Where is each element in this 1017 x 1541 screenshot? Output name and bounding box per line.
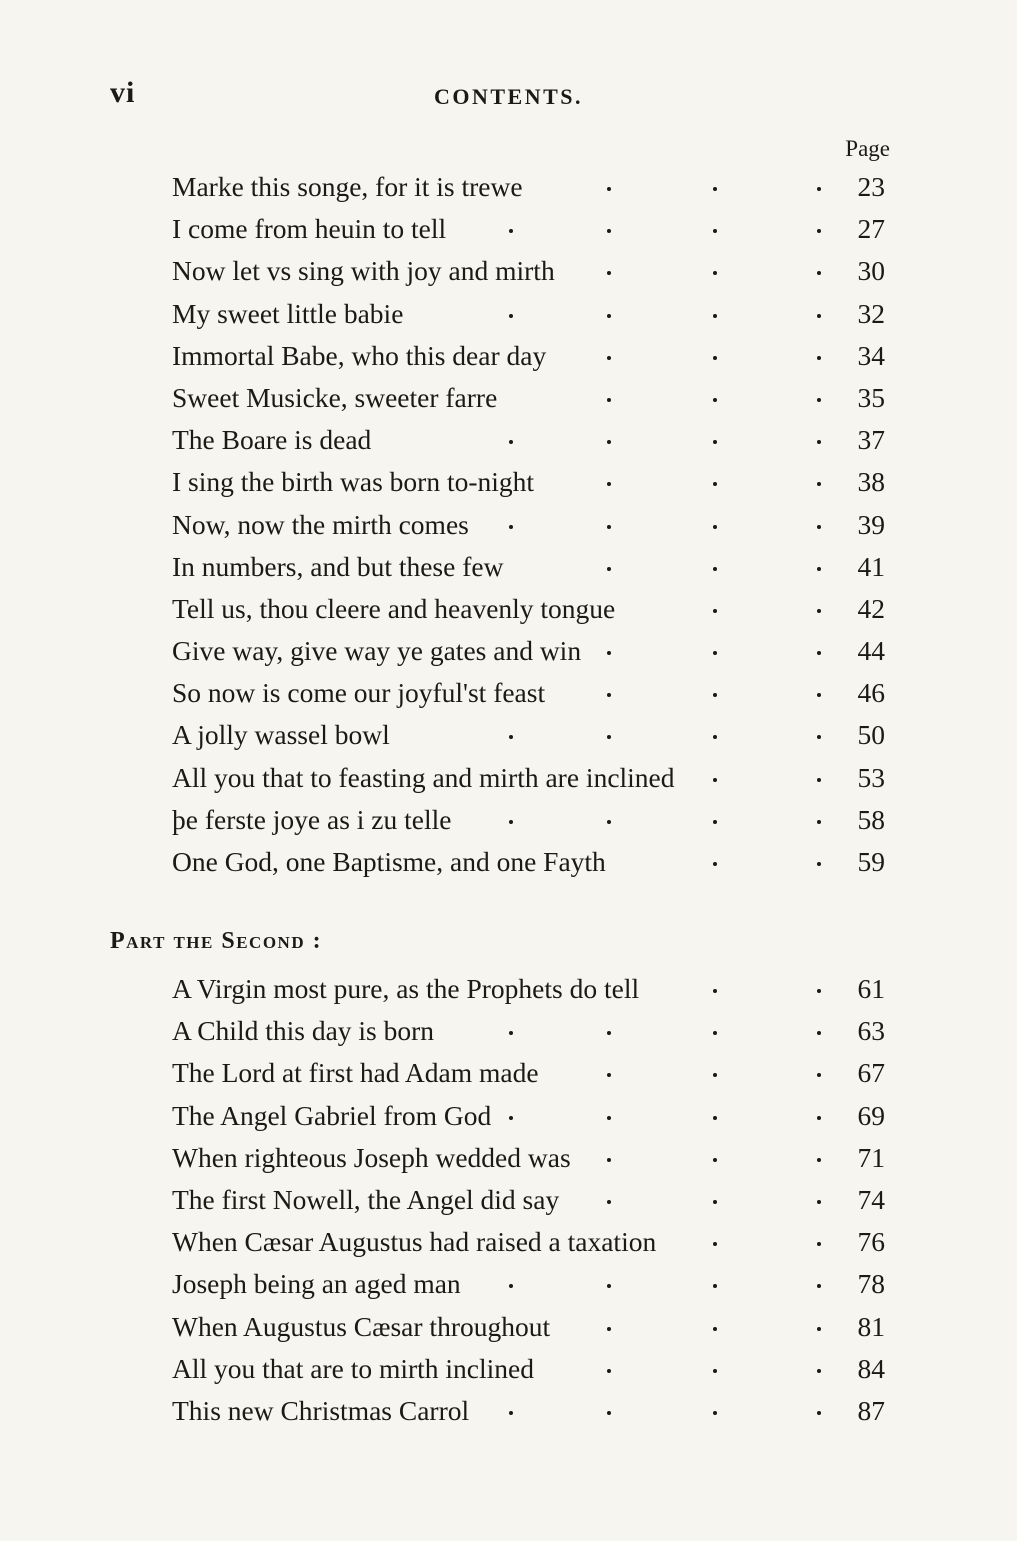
toc-entry-page-number: 71 — [857, 1141, 885, 1173]
leader-dot — [817, 651, 821, 655]
leader-dot — [817, 1073, 821, 1077]
leader-dot — [713, 778, 717, 782]
leader-dot — [607, 271, 611, 275]
toc-entry-title: When Augustus Cæsar throughout — [172, 1310, 551, 1342]
toc-entry-title: A Child this day is born — [172, 1015, 435, 1047]
toc-entry — [172, 630, 887, 672]
toc-entry-title: A jolly wassel bowl — [172, 719, 390, 751]
toc-entry-title: One God, one Baptisme, and one Fayth — [172, 846, 606, 877]
leader-dot — [817, 862, 821, 866]
part-two-heading: Part the Second : — [110, 928, 323, 954]
leader-dot — [509, 229, 513, 233]
leader-dot — [607, 356, 611, 360]
leader-dot — [713, 398, 717, 402]
leader-dot — [607, 1369, 611, 1373]
leader-dot — [509, 735, 513, 739]
leader-dot — [509, 1031, 513, 1035]
toc-entry-title: So now is come our joyful'st feast — [172, 677, 546, 709]
toc-entry-page-number: 46 — [857, 677, 885, 709]
toc-entry-page-number: 69 — [857, 1099, 885, 1131]
toc-entry — [172, 1179, 887, 1221]
leader-dot — [607, 820, 611, 824]
toc-entry-title: A Virgin most pure, as the Prophets do tell — [172, 973, 640, 1004]
toc-entry-title: All you that to feasting and mirth are inclined — [172, 761, 675, 793]
leader-dot — [713, 525, 717, 529]
toc-entry-title: Tell us, thou cleere and heavenly tongue — [172, 592, 616, 624]
page-folio: vi — [110, 76, 136, 109]
toc-entry — [172, 1263, 887, 1305]
toc-entry-title: This new Christmas Carrol — [172, 1394, 470, 1426]
toc-entry-title: My sweet little babie — [172, 297, 404, 329]
leader-dot — [607, 525, 611, 529]
toc-entry-page-number: 41 — [857, 550, 885, 582]
leader-dot — [713, 1200, 717, 1204]
toc-entry — [172, 546, 887, 588]
toc-entry — [172, 250, 887, 292]
leader-dot — [607, 187, 611, 191]
leader-dot — [713, 609, 717, 613]
leader-dot — [607, 567, 611, 571]
toc-entry — [172, 1095, 887, 1137]
leader-dot — [817, 1369, 821, 1373]
leader-dot — [713, 1411, 717, 1415]
toc-entry — [172, 1221, 887, 1263]
toc-entry-title: When Cæsar Augustus had raised a taxation — [172, 1226, 657, 1258]
leader-dot — [713, 356, 717, 360]
leader-dot — [509, 525, 513, 529]
leader-dot — [713, 271, 717, 275]
toc-entry-page-number: 34 — [857, 339, 885, 371]
leader-dot — [817, 609, 821, 613]
toc-entry-page-number: 58 — [857, 803, 885, 835]
toc-entry — [172, 377, 887, 419]
toc-entry — [172, 841, 887, 883]
leader-dot — [817, 271, 821, 275]
leader-dot — [509, 1284, 513, 1288]
toc-entry — [172, 1010, 887, 1052]
toc-entry-page-number: 76 — [857, 1226, 885, 1258]
toc-entry — [172, 504, 887, 546]
leader-dot — [817, 440, 821, 444]
leader-dot — [607, 693, 611, 697]
leader-dot — [817, 693, 821, 697]
leader-dot — [817, 398, 821, 402]
leader-dot — [607, 735, 611, 739]
toc-entry-page-number: 84 — [857, 1352, 885, 1384]
toc-entry-page-number: 39 — [857, 508, 885, 540]
toc-entry-page-number: 35 — [857, 381, 885, 413]
leader-dot — [713, 1242, 717, 1246]
toc-entry-title: Marke this songe, for it is trewe — [172, 171, 523, 202]
leader-dot — [607, 1031, 611, 1035]
toc-entry-page-number: 67 — [857, 1057, 885, 1089]
toc-entry-page-number: 63 — [857, 1015, 885, 1047]
part-one-contents — [172, 166, 887, 883]
leader-dot — [509, 314, 513, 318]
leader-dot — [607, 651, 611, 655]
leader-dot — [817, 1411, 821, 1415]
toc-entry-page-number: 53 — [857, 761, 885, 793]
leader-dot — [713, 440, 717, 444]
toc-entry-page-number: 38 — [857, 466, 885, 498]
toc-entry-page-number: 59 — [857, 846, 885, 877]
leader-dot — [607, 1327, 611, 1331]
leader-dot — [817, 482, 821, 486]
leader-dot — [607, 1411, 611, 1415]
toc-entry — [172, 714, 887, 756]
leader-dot — [607, 482, 611, 486]
leader-dot — [817, 1242, 821, 1246]
toc-entry-title: When righteous Joseph wedded was — [172, 1141, 571, 1173]
toc-entry-page-number: 61 — [857, 973, 885, 1004]
toc-entry-page-number: 27 — [857, 213, 885, 245]
leader-dot — [713, 482, 717, 486]
leader-dot — [713, 187, 717, 191]
toc-entry-page-number: 32 — [857, 297, 885, 329]
leader-dot — [713, 735, 717, 739]
toc-entry-title: Give way, give way ye gates and win — [172, 635, 582, 667]
toc-entry — [172, 166, 887, 208]
leader-dot — [713, 1158, 717, 1162]
toc-entry — [172, 757, 887, 799]
leader-dot — [817, 1327, 821, 1331]
leader-dot — [607, 440, 611, 444]
toc-entry-title: Immortal Babe, who this dear day — [172, 339, 547, 371]
page-column-label: Page — [845, 136, 890, 161]
leader-dot — [713, 693, 717, 697]
leader-dot — [817, 567, 821, 571]
toc-entry-title: In numbers, and but these few — [172, 550, 504, 582]
leader-dot — [713, 989, 717, 993]
leader-dot — [713, 567, 717, 571]
leader-dot — [713, 1284, 717, 1288]
leader-dot — [509, 440, 513, 444]
toc-entry — [172, 208, 887, 250]
toc-entry-page-number: 50 — [857, 719, 885, 751]
leader-dot — [607, 1073, 611, 1077]
toc-entry-title: þe ferste joye as i zu telle — [172, 803, 452, 835]
leader-dot — [713, 1031, 717, 1035]
leader-dot — [713, 1369, 717, 1373]
toc-entry-title: Sweet Musicke, sweeter farre — [172, 381, 498, 413]
toc-entry — [172, 419, 887, 461]
toc-entry-page-number: 37 — [857, 424, 885, 456]
leader-dot — [509, 1116, 513, 1120]
toc-entry-title: The Boare is dead — [172, 424, 372, 456]
toc-entry — [172, 1306, 887, 1348]
part-two-contents — [172, 968, 887, 1432]
leader-dot — [817, 525, 821, 529]
toc-entry — [172, 799, 887, 841]
toc-entry — [172, 1390, 887, 1432]
leader-dot — [713, 229, 717, 233]
toc-entry-title: The Angel Gabriel from God — [172, 1099, 492, 1131]
toc-entry-page-number: 44 — [857, 635, 885, 667]
toc-entry-page-number: 74 — [857, 1183, 885, 1215]
toc-entry-page-number: 81 — [857, 1310, 885, 1342]
leader-dot — [713, 314, 717, 318]
leader-dot — [713, 1073, 717, 1077]
leader-dot — [607, 314, 611, 318]
toc-entry-page-number: 87 — [857, 1394, 885, 1426]
toc-entry — [172, 1348, 887, 1390]
running-head: CONTENTS. — [433, 84, 584, 109]
toc-entry — [172, 672, 887, 714]
leader-dot — [713, 1327, 717, 1331]
toc-entry — [172, 1137, 887, 1179]
leader-dot — [509, 1411, 513, 1415]
leader-dot — [817, 778, 821, 782]
leader-dot — [713, 820, 717, 824]
leader-dot — [817, 356, 821, 360]
leader-dot — [607, 1284, 611, 1288]
leader-dot — [817, 1031, 821, 1035]
leader-dot — [607, 229, 611, 233]
toc-entry-title: The Lord at first had Adam made — [172, 1057, 539, 1089]
leader-dot — [509, 820, 513, 824]
leader-dot — [817, 229, 821, 233]
toc-entry-page-number: 23 — [857, 171, 885, 202]
toc-entry-page-number: 30 — [857, 255, 885, 287]
toc-entry-title: Joseph being an aged man — [172, 1268, 461, 1300]
toc-entry-page-number: 78 — [857, 1268, 885, 1300]
leader-dot — [817, 989, 821, 993]
leader-dot — [607, 1158, 611, 1162]
leader-dot — [817, 1200, 821, 1204]
toc-entry-title: I sing the birth was born to-night — [172, 466, 535, 498]
leader-dot — [713, 651, 717, 655]
leader-dot — [607, 1116, 611, 1120]
leader-dot — [817, 187, 821, 191]
toc-entry — [172, 293, 887, 335]
toc-entry — [172, 968, 887, 1010]
toc-entry-title: I come from heuin to tell — [172, 213, 447, 245]
leader-dot — [817, 314, 821, 318]
toc-entry — [172, 1052, 887, 1094]
leader-dot — [607, 398, 611, 402]
leader-dot — [817, 1158, 821, 1162]
toc-entry-page-number: 42 — [857, 592, 885, 624]
toc-entry — [172, 588, 887, 630]
toc-entry — [172, 461, 887, 503]
toc-entry-title: Now let vs sing with joy and mirth — [172, 255, 555, 287]
toc-entry-title: All you that are to mirth inclined — [172, 1352, 534, 1384]
leader-dot — [713, 1116, 717, 1120]
leader-dot — [607, 1200, 611, 1204]
leader-dot — [817, 820, 821, 824]
leader-dot — [817, 1116, 821, 1120]
leader-dot — [817, 1284, 821, 1288]
toc-entry — [172, 335, 887, 377]
toc-entry-title: Now, now the mirth comes — [172, 508, 469, 540]
leader-dot — [817, 735, 821, 739]
toc-entry-title: The first Nowell, the Angel did say — [172, 1183, 560, 1215]
leader-dot — [713, 862, 717, 866]
